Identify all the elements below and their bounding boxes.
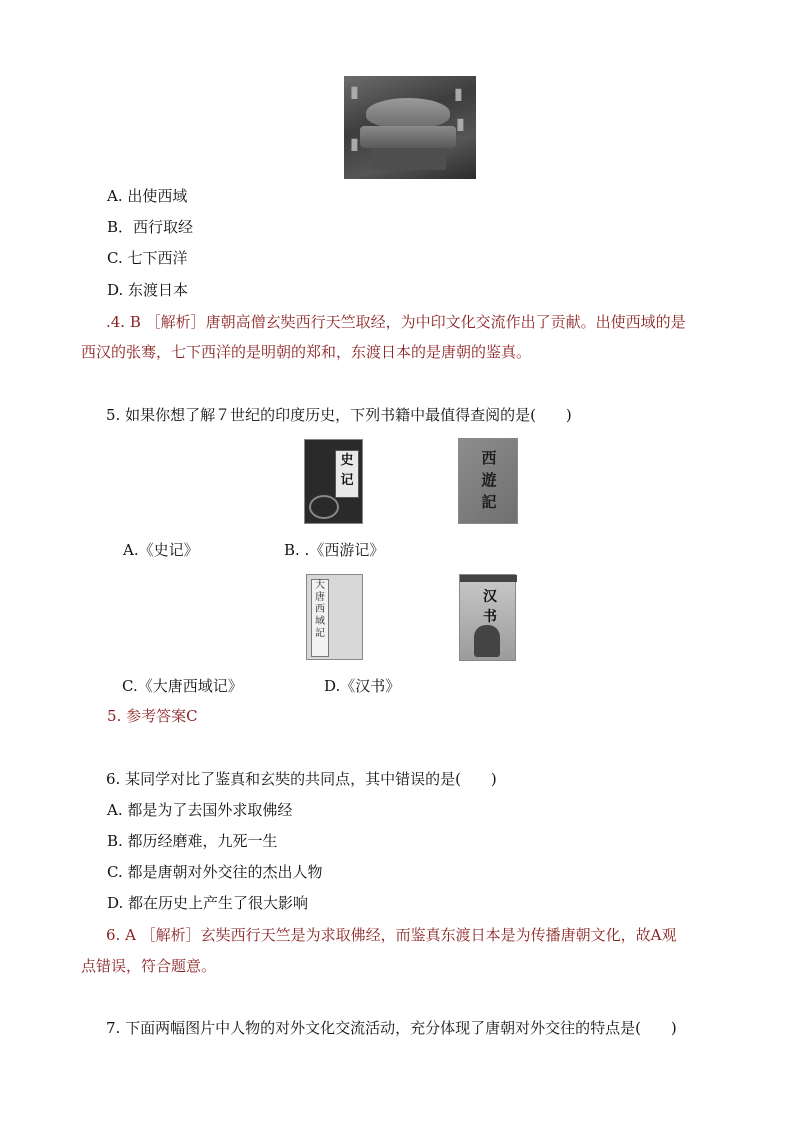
book-cover-shiji — [304, 439, 363, 524]
q6-option-d: D. 都在历史上产生了很大影响 — [107, 894, 309, 912]
book-cover-datang-xiyuji — [306, 574, 363, 660]
q5-option-b: B. .《西游记》 — [284, 541, 385, 559]
relic-bowl — [366, 98, 450, 128]
book-title-hanshu: 汉书 — [483, 589, 497, 625]
book-title-shiji: 史记 — [335, 450, 359, 498]
book-title-xiyouji: 西遊記 — [481, 449, 497, 511]
book-title-datang: 大唐西域記 — [311, 579, 329, 657]
q4-answer-line1: .4. B ［解析］唐朝高僧玄奘西行天竺取经，为中印文化交流作出了贡献。出使西域的是 — [106, 313, 686, 331]
book-cover-xiyouji — [458, 438, 518, 524]
q6-option-b: B. 都历经磨难，九死一生 — [107, 832, 278, 850]
q6-option-c: C. 都是唐朝对外交往的杰出人物 — [107, 863, 323, 881]
q5-answer: 5. 参考答案C — [107, 707, 198, 725]
q4-option-a: A. 出使西域 — [107, 187, 188, 205]
q4-option-d: D. 东渡日本 — [107, 281, 189, 299]
relic-base-upper — [360, 126, 456, 148]
q7-stem: 7. 下面两幅图片中人物的对外文化交流活动，充分体现了唐朝对外交往的特点是( ) — [106, 1019, 677, 1037]
q6-answer-line1: 6. A ［解析］玄奘西行天竺是为求取佛经，而鉴真东渡日本是为传播唐朝文化，故A观 — [106, 926, 677, 944]
q5-option-a: A.《史记》 — [123, 541, 199, 559]
relic-photo: ▮ ▮ ▮ ▮ — [344, 76, 476, 179]
q4-option-c: C. 七下西洋 — [107, 249, 188, 267]
q6-option-a: A. 都是为了去国外求取佛经 — [107, 801, 293, 819]
book-top-band — [460, 575, 517, 582]
book-cover-hanshu — [459, 574, 516, 661]
dragon-decoration — [309, 495, 339, 519]
q4-option-b: B．西行取经 — [107, 218, 194, 236]
q6-answer-line2: 点错误，符合题意。 — [81, 957, 217, 975]
q5-stem: 5. 如果你想了解７世纪的印度历史，下列书籍中最值得查阅的是( ) — [106, 406, 572, 424]
relic-base-lower — [372, 148, 446, 170]
q5-option-c: C.《大唐西域记》 — [122, 677, 243, 695]
q5-option-d: D.《汉书》 — [324, 677, 401, 695]
q6-stem: 6. 某同学对比了鉴真和玄奘的共同点，其中错误的是( ) — [106, 770, 497, 788]
q4-answer-line2: 西汉的张骞，七下西洋的是明朝的郑和，东渡日本的是唐朝的鉴真。 — [81, 343, 532, 361]
book-figure-illustration — [474, 625, 500, 657]
